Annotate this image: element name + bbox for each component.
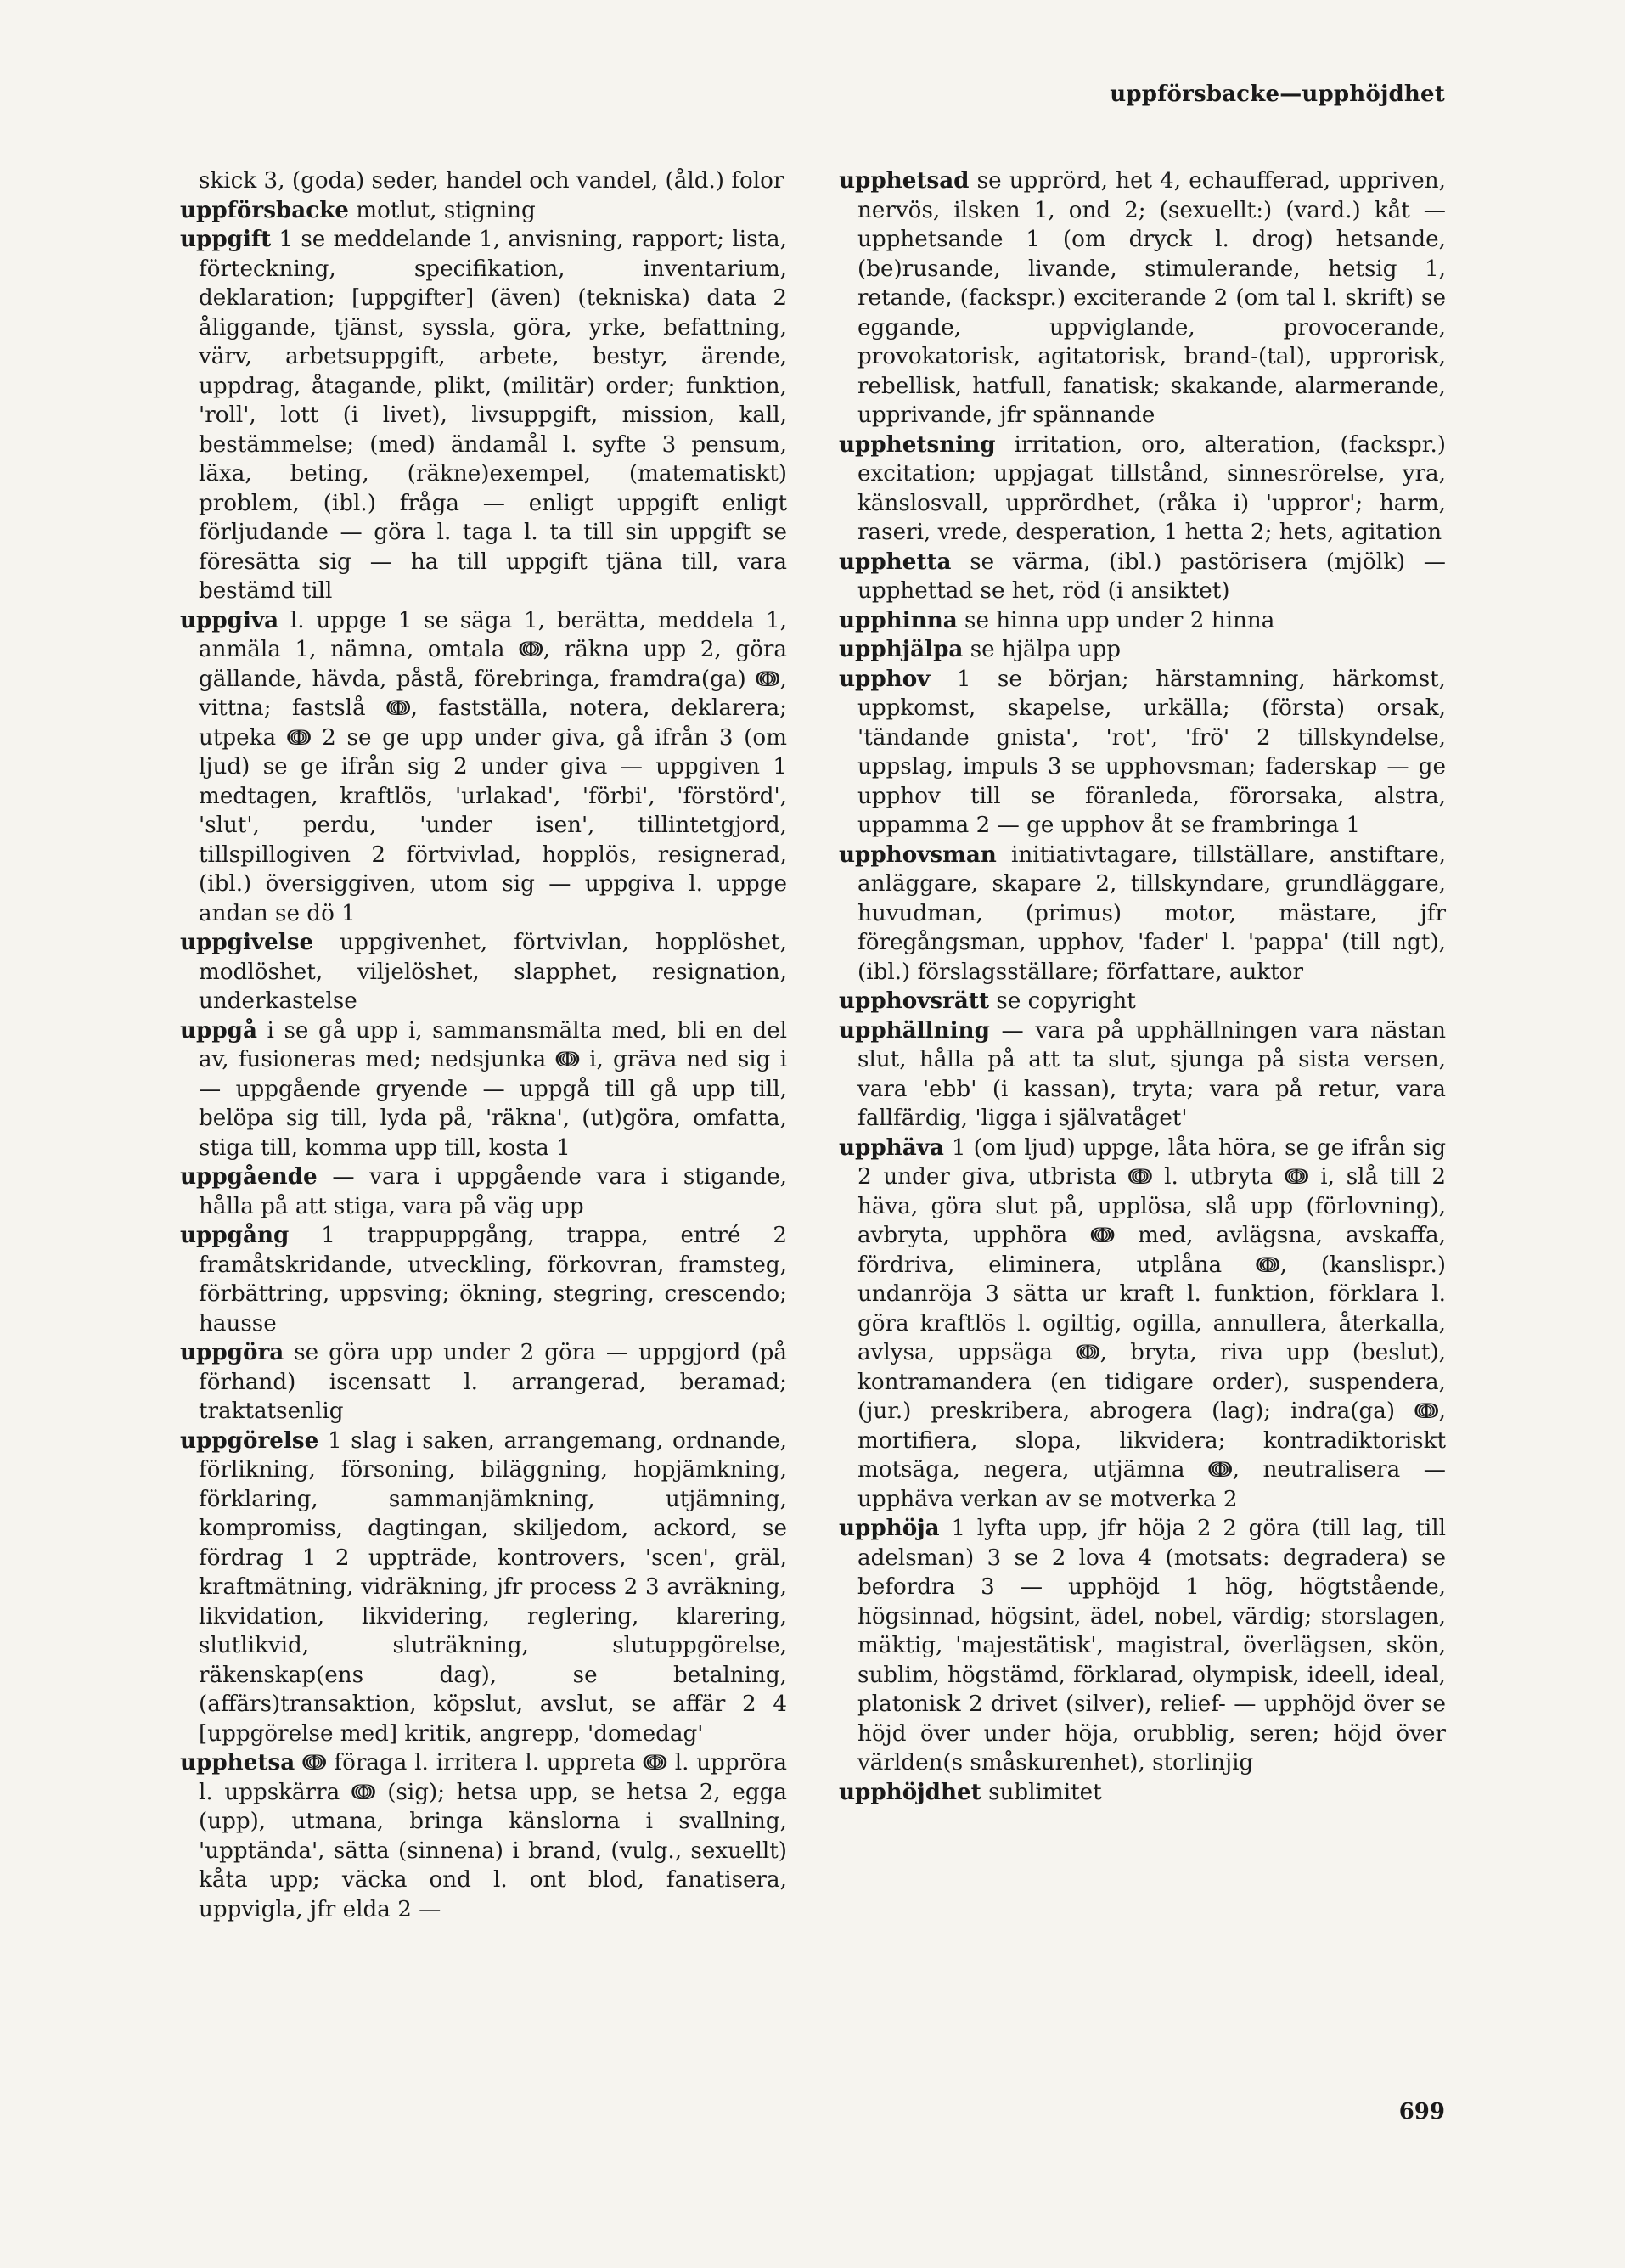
headword: uppgiva xyxy=(180,606,279,633)
dictionary-entry xyxy=(180,225,787,606)
headword: upphovsrätt xyxy=(839,988,990,1014)
headword: upphovsman xyxy=(839,841,997,868)
dictionary-entry xyxy=(839,431,1446,548)
headword: upphöjdhet xyxy=(839,1778,981,1805)
left-column xyxy=(180,166,787,1924)
headword: upphjälpa xyxy=(839,636,964,662)
dictionary-entry xyxy=(839,987,1446,1016)
entry-text: se hinna upp under 2 hinna xyxy=(964,607,1275,633)
entry-text: motlut, stigning xyxy=(356,197,536,223)
dictionary-entry xyxy=(180,166,787,196)
entry-text: 1 se början; härstamning, härkomst, uppkomst, skapelse, urkälla; (första) orsak, 'tändande gnista', 'rot', 'frö' 2 tillskyndelse, uppslag, impuls 3 se upphovsman; faderskap — ge upphov till se föranleda, förorsaka, alstra, uppamma 2 — ge upphov åt se frambringa 1 xyxy=(857,666,1446,838)
headword: uppgång xyxy=(180,1222,290,1248)
entry-text: l. uppge 1 se säga 1, berätta, meddela 1, anmäla 1, nämna, omtala ↈ, räkna upp 2, göra gällande, hävda, påstå, förebringa, framdra(ga) ↈ, vittna; fastslå ↈ, fastställa, notera, deklarera; utpeka ↈ 2 se ge upp under giva, gå ifrån 3 (om ljud) se ge ifrån sig 2 under giva — uppgiven 1 medtagen, kraftlös, 'urlakad', 'förbi', 'förstörd', 'slut', perdu, 'under isen', tillintetgjord, tillspillogiven 2 förtvivlad, hopplös, resignerad, (ibl.) översiggiven, utom sig — uppgiva l. uppge andan se dö 1 xyxy=(199,607,787,926)
entry-text: ↈ föraga l. irritera l. uppreta ↈ l. uppröra l. uppskärra ↈ (sig); hetsa upp, se hetsa 2, egga (upp), utmana, bringa känslorna i svallning, 'upptända', sätta (sinnena) i brand, (vulg., sexuellt) kåta upp; väcka ond l. ont blod, fanatisera, uppvigla, jfr elda 2 — xyxy=(199,1750,788,1922)
entry-text: se göra upp under 2 göra — uppgjord (på förhand) iscensatt l. arrangerad, beramad; traktatsenlig xyxy=(199,1340,787,1424)
headword: uppgående xyxy=(180,1163,318,1190)
dictionary-entry xyxy=(839,606,1446,636)
headword: upphetsa xyxy=(180,1749,295,1776)
headword: uppgörelse xyxy=(180,1427,319,1454)
page-number: 699 xyxy=(1398,2099,1445,2124)
dictionary-entry xyxy=(180,1016,787,1163)
headword: upphinna xyxy=(839,606,958,633)
headword: uppgift xyxy=(180,226,272,252)
dictionary-entry xyxy=(180,606,787,929)
dictionary-entry xyxy=(839,635,1446,665)
dictionary-entry xyxy=(180,1748,787,1924)
dictionary-entry xyxy=(180,1162,787,1221)
dictionary-entry xyxy=(839,166,1446,431)
dictionary-entry xyxy=(180,1427,787,1749)
running-head: uppförsbacke—upphöjdhet xyxy=(1110,82,1445,107)
entry-text: — vara på upphällningen vara nästan slut, hålla på att ta slut, sjunga på sista versen, vara 'ebb' (i kassan), tryta; vara på retur, vara fallfärdig, 'ligga i självatåget' xyxy=(857,1017,1447,1131)
dictionary-entry xyxy=(180,928,787,1016)
headword: upphov xyxy=(839,665,931,692)
entry-text: 1 trappuppgång, trappa, entré 2 framåtskridande, utveckling, förkovran, framsteg, förbättring, uppsving; ökning, stegring, crescendo; hausse xyxy=(199,1223,787,1337)
entry-text: se upprörd, het 4, echaufferad, uppriven, nervös, ilsken 1, ond 2; (sexuellt:) (vard.) kåt — upphetsande 1 (om dryck l. drog) hetsande, (be)rusande, livande, stimulerande, hetsig 1, retande, (fackspr.) exciterande 2 (om tal l. skrift) se eggande, uppviglande, provocerande, provokatorisk, agitatorisk, brand-(tal), upprorisk, rebellisk, hatfull, fanatisk; skakande, alarmerande, upprivande, jfr spännande xyxy=(857,168,1446,428)
dictionary-entry xyxy=(839,1514,1446,1778)
dictionary-entry xyxy=(839,1134,1446,1515)
entry-text: — vara i uppgående vara i stigande, hålla på att stiga, vara på väg upp xyxy=(199,1164,787,1219)
dictionary-entry xyxy=(180,1338,787,1427)
entry-text: 1 lyfta upp, jfr höja 2 2 göra (till lag, till adelsman) 3 se 2 lova 4 (motsats: degradera) se befordra 3 — upphöjd 1 hög, högtstående, högsinnad, högsint, ädel, nobel, värdig; storslagen, mäktig, 'majestätisk', magistral, överlägsen, skön, sublim, högstämd, förklarad, olympisk, ideell, ideal, platonisk 2 drivet (silver), relief- — upphöjd över se höjd över under höja, orubblig, seren; höjd över världen(s småskurenhet), storlinjig xyxy=(857,1516,1446,1776)
headword: uppgöra xyxy=(180,1339,284,1365)
entry-text: se copyright xyxy=(996,988,1136,1014)
dictionary-entry xyxy=(839,1016,1446,1134)
entry-text: 1 (om ljud) uppge, låta höra, se ge ifrån sig 2 under giva, utbrista ↈ l. utbryta ↈ i, slå till 2 häva, göra slut på, upplösa, slå upp (förlovning), avbryta, upphöra ↈ med, avlägsna, avskaffa, fördriva, eliminera, utplåna ↈ, (kanslispr.) undanröja 3 sätta ur kraft l. funktion, förklara l. göra kraftlös l. ogiltig, ogilla, annullera, återkalla, avlysa, uppsäga ↈ, bryta, riva upp (beslut), kontramandera (en tidigare order), suspendera, (jur.) preskribera, abrogera (lag); indra(ga) ↈ, mortifiera, slopa, likvidera; kontradiktoriskt motsäga, negera, utjämna ↈ, neutralisera — upphäva verkan av se motverka 2 xyxy=(857,1134,1446,1512)
entry-text: se hjälpa upp xyxy=(970,637,1122,662)
entry-text: uppgivenhet, förtvivlan, hopplöshet, modlöshet, viljelöshet, slapphet, resignation, underkastelse xyxy=(199,930,787,1014)
dictionary-entry xyxy=(839,1778,1446,1808)
headword: upphetta xyxy=(839,548,952,575)
entry-text: se värma, (ibl.) pastörisera (mjölk) — upphettad se het, röd (i ansiktet) xyxy=(857,549,1446,604)
dictionary-entry xyxy=(839,548,1446,606)
entry-text: irritation, oro, alteration, (fackspr.) excitation; uppjagat tillstånd, sinnesrörelse, yra, känslosvall, upprördhet, (råka i) 'uppror'; harm, raseri, vrede, desperation, 1 hetta 2; hets, agitation xyxy=(857,431,1446,545)
entry-text: 1 se meddelande 1, anvisning, rapport; lista, förteckning, specifikation, inventarium, deklaration; [uppgifter] (även) (tekniska) data 2 åliggande, tjänst, syssla, göra, yrke, befattning, värv, arbetsuppgift, arbete, bestyr, ärende, uppdrag, åtagande, plikt, (militär) order; funktion, 'roll', lott (i livet), livsuppgift, mission, kall, bestämmelse; (med) ändamål l. syfte 3 pensum, läxa, beting, (räkne)exempel, (matematiskt) problem, (ibl.) fråga — enligt uppgift enligt förljudande — göra l. taga l. ta till sin uppgift se föresätta sig — ha till uppgift tjäna till, vara bestämd till xyxy=(199,227,787,604)
right-column xyxy=(839,166,1446,1807)
entry-text: i se gå upp i, sammansmälta med, bli en del av, fusioneras med; nedsjunka ↈ i, gräva ned sig i — uppgående gryende — uppgå till gå upp till, belöpa sig till, lyda på, 'räkna', (ut)göra, omfatta, stiga till, komma upp till, kosta 1 xyxy=(199,1017,787,1161)
headword: upphäva xyxy=(839,1134,944,1161)
entry-text: sublimitet xyxy=(988,1779,1102,1805)
dictionary-entry xyxy=(180,196,787,226)
dictionary-entry xyxy=(839,841,1446,988)
headword: upphällning xyxy=(839,1016,990,1044)
headword: upphöja xyxy=(839,1515,940,1541)
headword: upphetsad xyxy=(839,167,970,194)
dictionary-entry xyxy=(839,665,1446,841)
headword: upphetsning xyxy=(839,431,996,458)
entry-text: 1 slag i saken, arrangemang, ordnande, förlikning, försoning, biläggning, hopjämkning, förklaring, sammanjämkning, utjämning, kompromiss, dagtingan, skiljedom, ackord, se fördrag 1 2 uppträde, kontrovers, 'scen', gräl, kraftmätning, vidräkning, jfr process 2 3 avräkning, likvidation, likvidering, reglering, klarering, slutlikvid, sluträkning, slutuppgörelse, räkenskap(ens dag), se betalning, (affärs)transaktion, köpslut, avslut, se affär 2 4 [uppgörelse med] kritik, angrepp, 'domedag' xyxy=(199,1427,787,1747)
headword: uppförsbacke xyxy=(180,196,349,223)
headword: uppgivelse xyxy=(180,929,314,955)
dictionary-entry xyxy=(180,1221,787,1338)
headword: uppgå xyxy=(180,1016,257,1044)
entry-text: initiativtagare, tillställare, anstiftare, anläggare, skapare 2, tillskyndare, grundläggare, huvudman, (primus) motor, mästare, jfr föregångsman, upphov, 'fader' l. 'pappa' (till ngt), (ibl.) förslagsställare; författare, auktor xyxy=(857,841,1446,985)
entry-text: skick 3, (goda) seder, handel och vandel, (åld.) folor xyxy=(199,168,784,194)
